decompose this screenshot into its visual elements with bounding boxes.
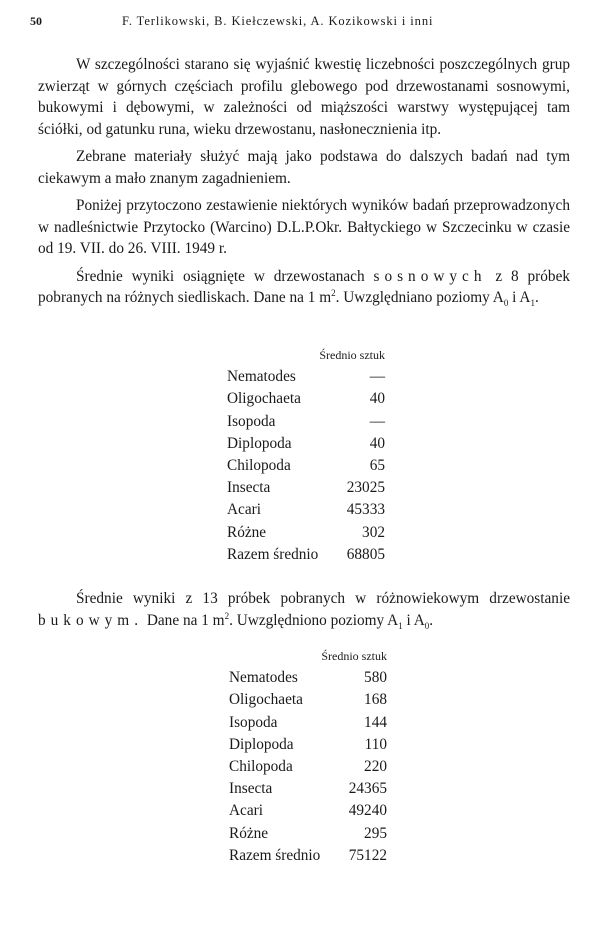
taxon-name: Diplopoda <box>229 735 294 753</box>
total-count: 75122 <box>348 846 387 864</box>
total-label: Razem średnio <box>229 846 321 864</box>
paragraph-2: Zebrane materiały służyć mają jako podstawa do dalszych badań nad tym ciekawym a mało znanym zagadnieniem. <box>38 148 570 187</box>
taxon-name: Acari <box>229 802 263 820</box>
taxon-name: Chilopoda <box>229 758 293 776</box>
table-pine <box>227 344 385 566</box>
table-row <box>229 734 387 756</box>
section1-intro <box>38 266 570 309</box>
taxon-count: 23025 <box>346 479 385 497</box>
taxon-count: — <box>369 412 385 430</box>
table-row <box>227 499 385 521</box>
taxon-name: Chilopoda <box>227 457 291 475</box>
taxon-name: Oligochaeta <box>229 691 303 709</box>
table-row <box>229 823 387 845</box>
section1-sub2: 1 <box>530 298 535 309</box>
table-row <box>227 455 385 477</box>
table-row <box>227 411 385 433</box>
table-row <box>227 366 385 388</box>
table-pine-column-header: Średnio sztuk <box>319 348 385 362</box>
section2-intro-c: . Uwzględniono poziomy A <box>229 611 399 629</box>
section2-intro-a: Średnie wyniki z 13 próbek pobranych w różnowiekowym drzewostanie <box>76 590 570 607</box>
table-row <box>227 388 385 410</box>
taxon-count: 24365 <box>348 780 387 798</box>
taxon-count: 110 <box>364 735 387 753</box>
taxon-name: Diplopoda <box>227 434 292 452</box>
table-row <box>227 433 385 455</box>
table-row <box>229 800 387 822</box>
taxon-name: Isopoda <box>229 713 278 731</box>
taxon-count: 40 <box>369 390 385 408</box>
taxon-count: 49240 <box>348 802 387 820</box>
taxon-name: Oligochaeta <box>227 390 301 408</box>
table-row <box>229 712 387 734</box>
table-row-total <box>229 845 387 867</box>
section1-spaced-word: sosnowych <box>373 267 487 285</box>
section1-intro-d: i A <box>508 289 531 306</box>
section2-sub2: 0 <box>424 620 430 631</box>
section1-intro-a: Średnie wyniki osiągnięte w drzewostanach <box>76 267 365 285</box>
taxon-name: Różne <box>229 824 269 842</box>
total-count: 68805 <box>346 545 385 563</box>
section1-intro-c: . Uwzględniano poziomy A <box>335 289 504 306</box>
section2-intro-e: . <box>429 611 434 629</box>
section2-sub1: 1 <box>398 620 403 631</box>
table-beech-column-header: Średnio sztuk <box>321 649 387 663</box>
section2-intro-d: i A <box>402 611 425 629</box>
section1-sub1: 0 <box>503 298 509 309</box>
table-row <box>229 778 387 800</box>
taxon-count: 220 <box>364 758 387 776</box>
taxon-count: 65 <box>369 457 385 475</box>
section2-intro-b: Dane na 1 m <box>146 611 225 629</box>
section2-sup: 2 <box>224 610 230 621</box>
table-row <box>227 477 385 499</box>
taxon-name: Nematodes <box>229 669 298 687</box>
running-head: F. Terlikowski, B. Kiełczewski, A. Kozikowski i inni <box>122 14 434 28</box>
taxon-name: Insecta <box>229 780 273 798</box>
taxon-count: 295 <box>364 824 387 842</box>
section2-spaced-word: bukowym. <box>38 611 144 629</box>
table-row <box>229 689 387 711</box>
table-beech <box>229 645 387 867</box>
taxon-count: 40 <box>369 434 385 452</box>
total-label: Razem średnio <box>227 545 319 563</box>
section1-intro-e: . <box>534 289 539 306</box>
intro-text <box>38 54 570 315</box>
taxon-name: Nematodes <box>227 368 296 386</box>
taxon-count: 302 <box>362 523 385 541</box>
table-row <box>229 756 387 778</box>
taxon-name: Różne <box>227 523 267 541</box>
page-number: 50 <box>30 14 42 28</box>
taxon-count: 168 <box>364 691 387 709</box>
taxon-count: — <box>369 368 385 386</box>
paragraph-3: Poniżej przytoczono zestawienie niektórych wyników badań przeprowadzonych w nadleśnictwie Przytocko (Warcino) D.L.P.Okr. Bałtyckiego w Szczecinku w czasie od 19. VII. do 26. VIII. 1949 r. <box>38 197 570 257</box>
taxon-name: Acari <box>227 501 261 519</box>
taxon-count: 45333 <box>346 501 385 519</box>
table-row-total <box>227 544 385 566</box>
taxon-name: Isopoda <box>227 412 276 430</box>
taxon-count: 144 <box>364 713 387 731</box>
table-row <box>229 667 387 689</box>
section2-intro <box>38 588 570 631</box>
section1-intro-b: z 8 próbek pobranych na różnych siedliskach. Dane na 1 m <box>38 267 571 306</box>
taxon-name: Insecta <box>227 479 271 497</box>
taxon-count: 580 <box>364 669 387 687</box>
paragraph-1: W szczególności starano się wyjaśnić kwestię liczebności poszczególnych grup zwierząt w górnych częściach profilu glebowego pod drzewostanami sosnowymi, bukowymi i dębowymi, w zależności od miąższości warstwy występującej tam ściółki, od gatunku runa, wieku drzewostanu, nasłonecznienia itp. <box>38 56 570 138</box>
table-row <box>227 522 385 544</box>
section1-sup: 2 <box>331 287 336 298</box>
page-header <box>30 14 574 34</box>
